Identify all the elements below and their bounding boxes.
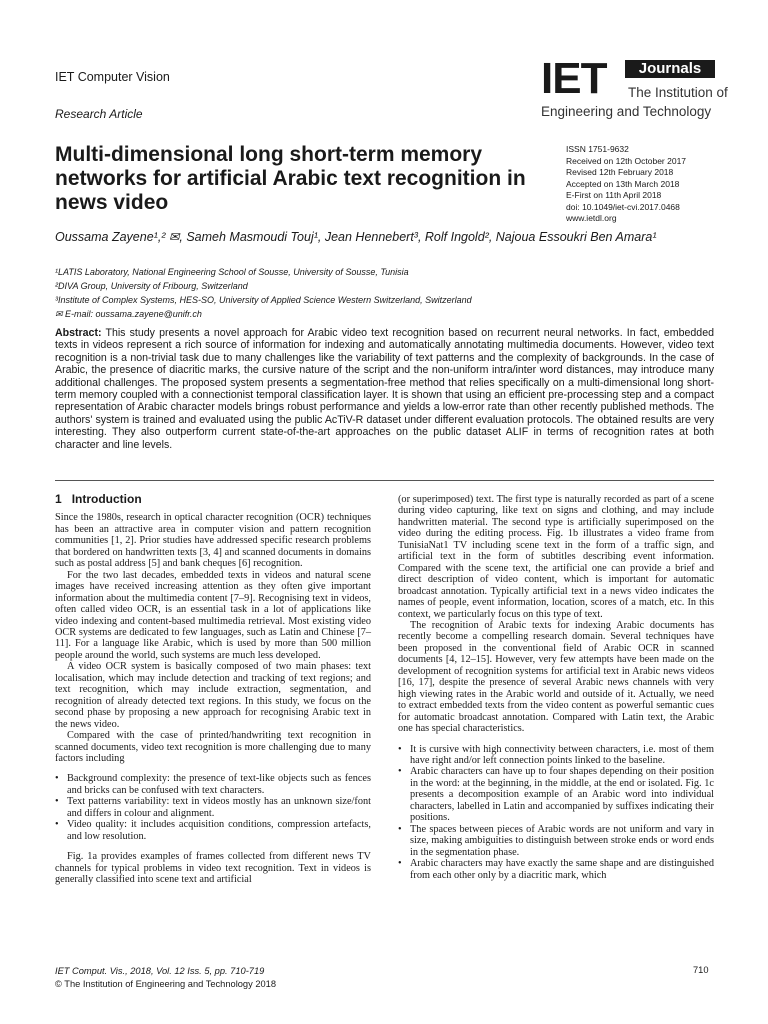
- list-item: • The spaces between pieces of Arabic words are not uniform and vary in size, making ambiguities to distinguish between stroke ends or word ends in the segmentation phase.: [398, 824, 714, 858]
- revised-date: Revised 12th February 2018: [566, 167, 674, 177]
- list-item: • Arabic characters may have exactly the same shape and are distinguished from each other only by a diacritic mark, which: [398, 858, 714, 881]
- received-date: Received on 12th October 2017: [566, 155, 687, 166]
- list-item: • Background complexity: the presence of text-like objects such as fences and bricks can be confused with text characters.: [55, 773, 371, 796]
- bullet-list: [55, 773, 371, 842]
- footer-copyright: © The Institution of Engineering and Technology 2018: [55, 979, 277, 989]
- affiliation-2: ²DIVA Group, University of Fribourg, Switzerland: [55, 281, 248, 291]
- list-item: • Arabic characters can have up to four shapes depending on their position in the word: at the beginning, in the middle, at the end or isolated. Fig. 1c presents a decomposition example of an Arabic word into individual characters, labelled in Latin and accompanied by suffixes indicating their positions.: [398, 766, 714, 823]
- section-title: Introduction: [71, 492, 142, 506]
- logo-institution-line2: Engineering and Technology: [541, 104, 712, 119]
- paragraph: Since the 1980s, research in optical character recognition (OCR) techniques has been an attractive area in computer vision and pattern recognition communities [1, 2]. Prior studies have addressed specific research problems that bordered on handwritten texts [3, 4] and scanned documents in domains such as postal address [5] and bank cheques [6] recognition.: [55, 512, 371, 570]
- affiliation-1: ¹LATIS Laboratory, National Engineering School of Sousse, University of Sousse, Tunisia: [55, 267, 409, 277]
- paragraph: Compared with the case of printed/handwriting text recognition in scanned documents, video text recognition is more challenging due to many factors including: [55, 730, 371, 764]
- footer-citation: IET Comput. Vis., 2018, Vol. 12 Iss. 5, pp. 710-719: [55, 966, 265, 976]
- affiliation-3: ³Institute of Complex Systems, HES-SO, University of Applied Science Western Switzerland, Switzerland: [55, 295, 472, 305]
- accepted-date: Accepted on 13th March 2018: [566, 178, 680, 189]
- iet-journals-logo: [541, 54, 728, 122]
- section-heading: [55, 494, 371, 505]
- abstract-label: Abstract:: [55, 327, 102, 339]
- issn: ISSN 1751-9632: [566, 144, 629, 154]
- corresponding-email[interactable]: ✉ E-mail: oussama.zayene@unifr.ch: [55, 309, 202, 319]
- abstract-text: This study presents a novel approach for Arabic video text recognition based on recurrent neural networks. In fact, embedded texts in videos represent a rich source of information for indexing and automatically annotating multimedia documents. However, video text recognition is a non-trivial task due to many challenges like the variability of text patterns and the complexity of backgrounds. In the case of Arabic, the presence of diacritic marks, the cursive nature of the script and the non-uniform intra/inter word distances, may introduce many additional challenges. The proposed system presents a segmentation-free method that relies specifically on a multi-dimensional long short-term memory coupled with a connectionist temporal classification layer. It is shown that using an efficient pre-processing step and a compact representation of Arabic character models brings robust performance and yields a low-error rate than other recently published methods. The authors' system is trained and evaluated using the public AcTiV-R dataset under different evaluation protocols. The obtained results are very interesting. They also outperform current state-of-the-art approaches on the public dataset ALIF in terms of recognition rates at both character and line levels.: [55, 327, 714, 451]
- article-type: Research Article: [55, 107, 143, 121]
- bullet-list: [398, 744, 714, 881]
- right-column: [398, 494, 714, 881]
- doi[interactable]: doi: 10.1049/iet-cvi.2017.0468: [566, 201, 680, 212]
- efirst-date: E-First on 11th April 2018: [566, 190, 662, 200]
- list-item: • It is cursive with high connectivity between characters, i.e. most of them have right and/or left connection points linked to the baseline.: [398, 744, 714, 767]
- affiliations: [55, 265, 472, 321]
- list-item: • Video quality: it includes acquisition conditions, compression artefacts, and low resolution.: [55, 819, 371, 842]
- publication-meta: [566, 144, 686, 225]
- paragraph: For the two last decades, embedded texts in videos and natural scene images have received increasing attention as they often give important information about the multimedia content [7–9]. Recognising text in videos, often called video OCR, is an essential task in a lot of applications like video indexing and content-based multimedia retrieval. Most existing video OCR systems are dedicated to few languages, such as Latin and Chinese [7–11]. For a language like Arabic, which is used by more than 500 million people around the world, such systems are much less developed.: [55, 569, 371, 661]
- page-number: 710: [693, 965, 709, 975]
- journal-url[interactable]: www.ietdl.org: [566, 213, 617, 223]
- journal-name: IET Computer Vision: [55, 70, 170, 84]
- paragraph: Fig. 1a provides examples of frames collected from different news TV channels for typical problems in video text recognition. Text in videos is generally classified into scene text and artificial: [55, 851, 371, 886]
- footer: [55, 965, 276, 991]
- paragraph: A video OCR system is basically composed of two main phases: text localisation, which may include detection and tracking of text regions; and text recognition, which may include extraction, segmentation, and recognition of already detected text regions. In this study, we focus on the second phase by proposing a new approach for recognising Arabic text in the news video.: [55, 661, 371, 730]
- logo-iet-text: IET: [541, 54, 607, 103]
- list-item: • Text patterns variability: text in videos mostly has an unknown size/font and differs in colour and alignment.: [55, 796, 371, 819]
- left-column: [55, 494, 371, 886]
- paper-title: Multi-dimensional long short-term memory networks for artificial Arabic text recognition in news video: [55, 143, 526, 214]
- logo-institution-line1: The Institution of: [628, 85, 728, 100]
- abstract: [55, 327, 714, 451]
- logo-journals-badge: Journals: [625, 60, 715, 78]
- section-number: 1: [55, 492, 62, 506]
- divider: [55, 480, 714, 481]
- paragraph: (or superimposed) text. The first type is naturally recorded as part of a scene during video capturing, like text on signs and clothing, and may include handwritten material. The second type is artificially superimposed on the video during the editing process. Fig. 1b illustrates a video frame from TunisiaNat1 TV including scene text in the form of a traffic sign, and artificial text in the form of subtitles describing event information. Compared with the scene text, the artificial one can provide a brief and direct description of video content, which is important for automatic broadcast annotation. Typically artificial text in a news video indicates the names of people, event information, location, scores of a match, etc. In this context, we particularly focus on this type of text.: [398, 494, 714, 620]
- author-list: Oussama Zayene¹,² ✉, Sameh Masmoudi Touj¹, Jean Hennebert³, Rolf Ingold², Najoua Essoukri Ben Amara¹: [55, 230, 657, 244]
- paragraph: The recognition of Arabic texts for indexing Arabic documents has recently become a compelling research domain. Several techniques have been proposed in the conventional field of Arabic OCR in scanned documents [4, 12–15]. However, very few attempts have been made on the development of recognition systems for artificial text in Arabic news videos [16, 17], despite the presence of several Arabic news channels with very high viewing rates in the Arabic world and outside of it. Actually, we need to extract embedded texts from the video content as powerful semantic cues for automatic broadcast annotation. Compared with Latin text, the Arabic one has special characteristics.: [398, 619, 714, 735]
